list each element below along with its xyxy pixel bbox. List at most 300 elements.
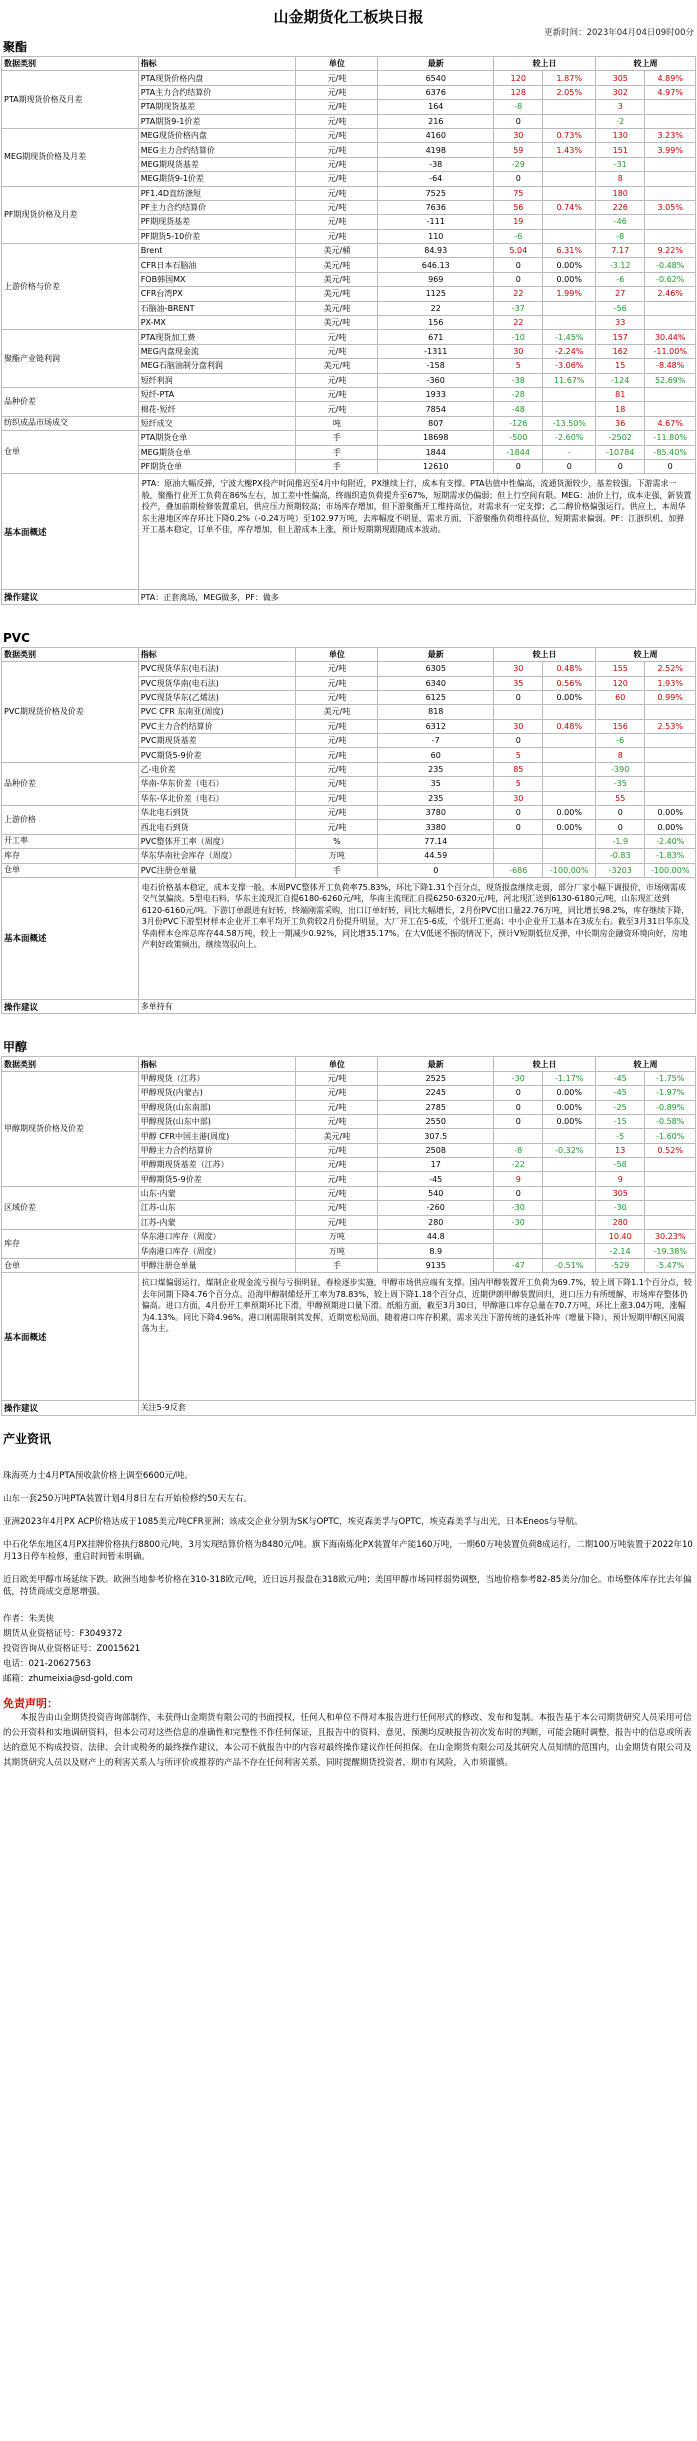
prev-pct-cell [543, 1129, 596, 1143]
latest-cell: 671 [378, 330, 494, 344]
category-cell: 上游价格 [2, 806, 139, 835]
unit-cell: 元/吨 [296, 128, 378, 142]
prev-pct-cell [543, 791, 596, 805]
unit-cell: 元/吨 [296, 1100, 378, 1114]
week-pct-cell [645, 114, 696, 128]
news-item: 近日欧美甲醇市场延续下跌。欧洲当地参考价格在310-318欧元/吨，近日远月报盘在318欧元/吨；美国甲醇市场同样弱势调整，当地价格参考82-85美分/加仑。市场整体库存比去年偏低，持货商成交意愿增强。 [3, 1574, 692, 1597]
prev-pct-cell: -2.24% [543, 344, 596, 358]
data-table [1, 56, 696, 605]
unit-cell: 元/吨 [296, 172, 378, 186]
week-change-cell: -0.83 [596, 849, 645, 863]
unit-cell: 手 [296, 445, 378, 459]
prev-change-cell: 128 [494, 85, 543, 99]
unit-cell: 元/吨 [296, 186, 378, 200]
indicator-cell: PTA期现货基差 [138, 100, 296, 114]
unit-cell: 元/吨 [296, 200, 378, 214]
header-latest: 最新 [378, 57, 494, 71]
week-pct-cell: -19.38% [645, 1244, 696, 1258]
category-cell: 仓单 [2, 431, 139, 474]
indicator-cell: MEG现货价格内盘 [138, 128, 296, 142]
week-pct-cell: -8.48% [645, 359, 696, 373]
prev-pct-cell: -1.17% [543, 1071, 596, 1085]
week-pct-cell [645, 229, 696, 243]
prev-change-cell: -48 [494, 402, 543, 416]
table-row [2, 330, 696, 344]
indicator-cell: 短纤-PTA [138, 387, 296, 401]
week-change-cell: 0 [596, 806, 645, 820]
header-cat: 数据类别 [2, 57, 139, 71]
prev-change-cell [494, 705, 543, 719]
prev-change-cell: 19 [494, 215, 543, 229]
unit-cell: 美元/吨 [296, 287, 378, 301]
unit-cell: 万吨 [296, 1244, 378, 1258]
latest-cell: 6340 [378, 676, 494, 690]
latest-cell: -111 [378, 215, 494, 229]
prev-pct-cell [543, 705, 596, 719]
prev-pct-cell [543, 762, 596, 776]
week-pct-cell: -85.40% [645, 445, 696, 459]
summary-row [2, 877, 696, 999]
prev-pct-cell [543, 734, 596, 748]
unit-cell: 元/吨 [296, 229, 378, 243]
week-pct-cell: -11.00% [645, 344, 696, 358]
week-change-cell: 162 [596, 344, 645, 358]
prev-change-cell: -1844 [494, 445, 543, 459]
header-prev: 较上日 [494, 1057, 596, 1071]
data-table [1, 1056, 696, 1415]
unit-cell: % [296, 834, 378, 848]
week-pct-cell [645, 100, 696, 114]
latest-cell: 969 [378, 272, 494, 286]
week-pct-cell: -2.40% [645, 834, 696, 848]
unit-cell: 元/吨 [296, 791, 378, 805]
indicator-cell: MEG主力合约结算价 [138, 143, 296, 157]
week-pct-cell [645, 402, 696, 416]
indicator-cell: 乙-电价差 [138, 762, 296, 776]
indicator-cell: PTA主力合约结算价 [138, 85, 296, 99]
week-pct-cell: 1.93% [645, 676, 696, 690]
indicator-cell: 华东港口库存（周度） [138, 1230, 296, 1244]
header-ind: 指标 [138, 647, 296, 661]
week-change-cell: -56 [596, 301, 645, 315]
indicator-cell: PVC期现货基差 [138, 734, 296, 748]
latest-cell: 7525 [378, 186, 494, 200]
table-row [2, 662, 696, 676]
table-row [2, 431, 696, 445]
week-change-cell: -10784 [596, 445, 645, 459]
unit-cell: 元/吨 [296, 748, 378, 762]
week-change-cell: 81 [596, 387, 645, 401]
latest-cell: 44.59 [378, 849, 494, 863]
indicator-cell: 甲醇期现货基差（江苏） [138, 1158, 296, 1172]
prev-pct-cell [543, 777, 596, 791]
week-change-cell: -45 [596, 1086, 645, 1100]
unit-cell: 元/吨 [296, 676, 378, 690]
latest-cell: 84.93 [378, 244, 494, 258]
week-pct-cell: -0.89% [645, 1100, 696, 1114]
unit-cell: 元/吨 [296, 1186, 378, 1200]
prev-pct-cell [543, 229, 596, 243]
prev-pct-cell: -0.51% [543, 1258, 596, 1272]
header-week: 较上周 [596, 57, 696, 71]
prev-pct-cell: - [543, 445, 596, 459]
prev-pct-cell: -13.50% [543, 416, 596, 430]
prev-pct-cell: 1.43% [543, 143, 596, 157]
prev-pct-cell [543, 215, 596, 229]
indicator-cell: 甲醇现货(山东南部) [138, 1100, 296, 1114]
table-row [2, 71, 696, 85]
unit-cell: 手 [296, 863, 378, 877]
table-row [2, 849, 696, 863]
advice-text: PTA：正套离场，MEG做多，PF：做多 [138, 590, 695, 604]
latest-cell: -7 [378, 734, 494, 748]
prev-pct-cell [543, 186, 596, 200]
unit-cell: 元/吨 [296, 1086, 378, 1100]
week-pct-cell: -100.00% [645, 863, 696, 877]
unit-cell: 元/吨 [296, 100, 378, 114]
week-change-cell: 305 [596, 71, 645, 85]
unit-cell: 手 [296, 1258, 378, 1272]
unit-cell: 元/吨 [296, 157, 378, 171]
latest-cell: 216 [378, 114, 494, 128]
advice-label: 操作建议 [2, 1401, 139, 1415]
prev-pct-cell [543, 748, 596, 762]
header-week: 较上周 [596, 1057, 696, 1071]
latest-cell: 164 [378, 100, 494, 114]
week-change-cell: 8 [596, 172, 645, 186]
prev-change-cell: -29 [494, 157, 543, 171]
latest-cell: 7854 [378, 402, 494, 416]
header-ind: 指标 [138, 57, 296, 71]
week-pct-cell [645, 215, 696, 229]
prev-change-cell: -38 [494, 373, 543, 387]
week-change-cell: -30 [596, 1201, 645, 1215]
week-pct-cell: -0.62% [645, 272, 696, 286]
news-item: 珠海英力士4月PTA预收款价格上调至6600元/吨。 [3, 1470, 193, 1481]
week-change-cell: 3 [596, 100, 645, 114]
latest-cell: -360 [378, 373, 494, 387]
week-pct-cell [645, 734, 696, 748]
latest-cell: 17 [378, 1158, 494, 1172]
week-change-cell: -25 [596, 1100, 645, 1114]
latest-cell: 2245 [378, 1086, 494, 1100]
week-change-cell: -529 [596, 1258, 645, 1272]
disclaimer-title: 免责声明： [3, 1696, 58, 1710]
prev-pct-cell: -2.60% [543, 431, 596, 445]
prev-pct-cell: 0.00% [543, 258, 596, 272]
prev-pct-cell: 1.87% [543, 71, 596, 85]
week-change-cell: 60 [596, 690, 645, 704]
unit-cell: 元/吨 [296, 330, 378, 344]
prev-change-cell: 30 [494, 128, 543, 142]
indicator-cell: 甲醇期货5-9价差 [138, 1172, 296, 1186]
week-change-cell: 226 [596, 200, 645, 214]
indicator-cell: 甲醇现货(山东中部) [138, 1114, 296, 1128]
indicator-cell: PTA期货仓单 [138, 431, 296, 445]
unit-cell: 元/吨 [296, 1114, 378, 1128]
unit-cell: 元/吨 [296, 373, 378, 387]
prev-pct-cell [543, 316, 596, 330]
summary-label: 基本面概述 [2, 1273, 139, 1401]
summary-label: 基本面概述 [2, 877, 139, 999]
prev-change-cell: 35 [494, 676, 543, 690]
header-unit: 单位 [296, 1057, 378, 1071]
unit-cell: 元/吨 [296, 719, 378, 733]
week-change-cell: -31 [596, 157, 645, 171]
week-change-cell: 7.17 [596, 244, 645, 258]
latest-cell: 9135 [378, 1258, 494, 1272]
indicator-cell: PVC现货华南(电石法) [138, 676, 296, 690]
news-item: 中石化华东地区4月PX挂牌价格执行8800元/吨，3月实现结算价格为8480元/吨。旗下海南炼化PX装置年产能160万吨，一期60万吨装置负荷8成运行，二期100万吨装置于2022年10月13日停车检修，重启时间暂未明确。 [3, 1539, 693, 1562]
indicator-cell: 华东-华北价差（电石） [138, 791, 296, 805]
week-change-cell: -2502 [596, 431, 645, 445]
latest-cell: -45 [378, 1172, 494, 1186]
week-change-cell: 157 [596, 330, 645, 344]
table-header-row [2, 647, 696, 661]
prev-change-cell: 0 [494, 820, 543, 834]
latest-cell: 235 [378, 762, 494, 776]
unit-cell: 元/吨 [296, 1143, 378, 1157]
indicator-cell: MEG期货9-1价差 [138, 172, 296, 186]
week-change-cell: -8 [596, 229, 645, 243]
unit-cell: 元/吨 [296, 1172, 378, 1186]
indicator-cell: 石脑油-BRENT [138, 301, 296, 315]
latest-cell: 6125 [378, 690, 494, 704]
latest-cell: 540 [378, 1186, 494, 1200]
week-pct-cell: 3.23% [645, 128, 696, 142]
category-cell: PTA期现货价格及月差 [2, 71, 139, 129]
indicator-cell: PF期货仓单 [138, 459, 296, 473]
update-time: 更新时间：2023年04月04日09时00分 [544, 28, 694, 38]
indicator-cell: MEG石脑油制分盘利润 [138, 359, 296, 373]
prev-pct-cell [543, 301, 596, 315]
prev-change-cell: 0 [494, 258, 543, 272]
unit-cell: 元/吨 [296, 387, 378, 401]
latest-cell: 807 [378, 416, 494, 430]
prev-change-cell: -8 [494, 100, 543, 114]
week-pct-cell: -0.58% [645, 1114, 696, 1128]
week-pct-cell: 9.22% [645, 244, 696, 258]
prev-change-cell: 0 [494, 690, 543, 704]
table-row [2, 1071, 696, 1085]
prev-pct-cell: 0.00% [543, 690, 596, 704]
prev-change-cell: 30 [494, 344, 543, 358]
prev-pct-cell [543, 1215, 596, 1229]
unit-cell: 美元/吨 [296, 301, 378, 315]
prev-change-cell: 0 [494, 272, 543, 286]
indicator-cell: CFR台湾PX [138, 287, 296, 301]
latest-cell: 22 [378, 301, 494, 315]
prev-pct-cell [543, 1186, 596, 1200]
week-pct-cell [645, 748, 696, 762]
prev-pct-cell [543, 387, 596, 401]
header-unit: 单位 [296, 57, 378, 71]
table-row [2, 387, 696, 401]
prev-change-cell: 5 [494, 748, 543, 762]
unit-cell: 元/吨 [296, 215, 378, 229]
week-change-cell: -2.14 [596, 1244, 645, 1258]
prev-pct-cell: 2.05% [543, 85, 596, 99]
prev-change-cell: 85 [494, 762, 543, 776]
week-change-cell: 155 [596, 662, 645, 676]
category-cell: 纺织成品市场成交 [2, 416, 139, 430]
category-cell: 库存 [2, 849, 139, 863]
header-cat: 数据类别 [2, 647, 139, 661]
section-pta [1, 38, 696, 605]
week-change-cell: 27 [596, 287, 645, 301]
prev-change-cell [494, 834, 543, 848]
week-pct-cell: 0.00% [645, 820, 696, 834]
prev-pct-cell: -100.00% [543, 863, 596, 877]
prev-change-cell: -10 [494, 330, 543, 344]
disclaimer-text: 本报告由山金期货投资咨询部制作，未获得山金期货有限公司的书面授权，任何人和单位不得对本报告进行任何形式的修改、发布和复制。本报告基于本公司期货研究人员采用可信的公开资料和实地调研资料，但本公司对这些信息的准确性和完整性不作任何保证，且报告中的资料、意见、预测均反映报告初次发布时的判断，可能会随时调整，报告中的信息或所表达的意见不构成投资、法律、会计或税务的最终操作建议，本公司不就报告中的内容对最终操作建议作任何担保。在山金期货有限公司及其研究人员知情的范围内，山金期货有限公司及其期货研究人员以及财产上的利害关系人与所评价或推荐的产品不存在任何利害关系，同时提醒期货投资者，期市有风险，入市须谨慎。 [3, 1712, 692, 1768]
summary-row [2, 474, 696, 590]
unit-cell: 元/吨 [296, 85, 378, 99]
prev-pct-cell: 0.56% [543, 676, 596, 690]
latest-cell: 3780 [378, 806, 494, 820]
prev-change-cell: 56 [494, 200, 543, 214]
table-row [2, 1258, 696, 1272]
category-cell: 上游价格与价差 [2, 244, 139, 330]
indicator-cell: 短纤成交 [138, 416, 296, 430]
category-cell: 品种价差 [2, 762, 139, 805]
news-item: 亚洲2023年4月PX ACP价格达成于1085美元/吨CFR亚洲；该成交企业分别为SK与OPTC，埃克森美孚与OPTC，埃克森美孚与出光，日本Eneos与导航。 [3, 1516, 583, 1527]
prev-pct-cell [543, 100, 596, 114]
week-change-cell: 0 [596, 820, 645, 834]
week-pct-cell: 4.97% [645, 85, 696, 99]
week-pct-cell [645, 777, 696, 791]
prev-change-cell: -37 [494, 301, 543, 315]
prev-pct-cell: -0.32% [543, 1143, 596, 1157]
indicator-cell: 江苏-内蒙 [138, 1215, 296, 1229]
indicator-cell: 西北电石到货 [138, 820, 296, 834]
week-pct-cell: -1.97% [645, 1086, 696, 1100]
indicator-cell: 华北电石到货 [138, 806, 296, 820]
prev-change-cell: 120 [494, 71, 543, 85]
prev-change-cell: 0 [494, 459, 543, 473]
week-change-cell: -15 [596, 1114, 645, 1128]
latest-cell: 6376 [378, 85, 494, 99]
latest-cell: -64 [378, 172, 494, 186]
week-pct-cell: 2.46% [645, 287, 696, 301]
indicator-cell: 甲醇主力合约结算价 [138, 1143, 296, 1157]
prev-pct-cell [543, 1172, 596, 1186]
prev-change-cell: 30 [494, 791, 543, 805]
week-change-cell: -5 [596, 1129, 645, 1143]
prev-pct-cell: 0.00% [543, 1114, 596, 1128]
week-change-cell [596, 705, 645, 719]
indicator-cell: 甲醇 CFR中国主港(周度) [138, 1129, 296, 1143]
unit-cell: 美元/吨 [296, 705, 378, 719]
unit-cell: 元/吨 [296, 806, 378, 820]
week-change-cell: 180 [596, 186, 645, 200]
week-pct-cell: 30.44% [645, 330, 696, 344]
table-row [2, 806, 696, 820]
prev-pct-cell: 11.67% [543, 373, 596, 387]
week-change-cell: -45 [596, 1071, 645, 1085]
unit-cell: 元/吨 [296, 777, 378, 791]
prev-pct-cell [543, 834, 596, 848]
news-list [1, 1470, 696, 1598]
category-cell: 聚酯产业链利润 [2, 330, 139, 388]
summary-row [2, 1273, 696, 1401]
advice-row [2, 999, 696, 1013]
table-row [2, 834, 696, 848]
latest-cell: 60 [378, 748, 494, 762]
latest-cell: 8.9 [378, 1244, 494, 1258]
prev-pct-cell [543, 1244, 596, 1258]
unit-cell: 美元/吨 [296, 316, 378, 330]
latest-cell: 3380 [378, 820, 494, 834]
latest-cell: 44.8 [378, 1230, 494, 1244]
prev-pct-cell [543, 1201, 596, 1215]
unit-cell: 手 [296, 431, 378, 445]
unit-cell: 手 [296, 459, 378, 473]
prev-change-cell: 5.04 [494, 244, 543, 258]
week-pct-cell: 3.05% [645, 200, 696, 214]
header-prev: 较上日 [494, 647, 596, 661]
week-pct-cell [645, 157, 696, 171]
week-change-cell: 305 [596, 1186, 645, 1200]
week-change-cell: 156 [596, 719, 645, 733]
latest-cell: -260 [378, 1201, 494, 1215]
latest-cell: 307.5 [378, 1129, 494, 1143]
indicator-cell: 华南港口库存（周度） [138, 1244, 296, 1258]
category-cell: 甲醇期现货价格及价差 [2, 1071, 139, 1186]
prev-change-cell: -126 [494, 416, 543, 430]
summary-text: PTA：原油大幅反弹，宁波大榭PX投产时间推迟至4月中旬附近，PX继续上行，成本有支撑。PTA估值中性偏高，流通货源较少，基差较强。下游需求一般，聚酯行业开工负荷在86%左右，加工差中性偏高，终端织造负荷提升至67%，短期需求仍偏弱；但上行空间有限。MEG：油价上行，成本走强，新装置投产，叠加前期检修装置重启，供应压力预期较高；市场库存增加，但下游聚酯开工维持高位，对需求有一定支撑；乙二醇价格偏强运行。供应上，本周华东主港地区库存环比下降0.2%（-0.24万吨）至102.97万吨，去库幅度不明显，需求方面，下游聚酯负荷维持高位，短期需求偏弱。PF：江浙织机、加弹开工基本稳定，订单不佳，库存增加，但上游成本上涨，预计短期期现跟随成本波动。 [138, 474, 695, 590]
week-pct-cell [645, 387, 696, 401]
news-title: 产业资讯 [3, 1431, 52, 1446]
indicator-cell: MEG期现货基差 [138, 157, 296, 171]
prev-pct-cell: 0.73% [543, 128, 596, 142]
latest-cell: 18698 [378, 431, 494, 445]
indicator-cell: 甲醇现货(内蒙古) [138, 1086, 296, 1100]
indicator-cell: PVC现货华东(乙烯法) [138, 690, 296, 704]
summary-label: 基本面概述 [2, 474, 139, 590]
indicator-cell: MEG内盘现金流 [138, 344, 296, 358]
week-change-cell: 18 [596, 402, 645, 416]
latest-cell: -1311 [378, 344, 494, 358]
unit-cell: 元/吨 [296, 690, 378, 704]
section-title: 甲醇 [3, 1040, 28, 1055]
prev-change-cell: -47 [494, 1258, 543, 1272]
header-latest: 最新 [378, 1057, 494, 1071]
section-title: PVC [3, 630, 30, 645]
prev-pct-cell: -1.45% [543, 330, 596, 344]
week-change-cell: -6 [596, 272, 645, 286]
prev-change-cell: -8 [494, 1143, 543, 1157]
indicator-cell: PVC注册仓单量 [138, 863, 296, 877]
indicator-cell: PTA现货价格内盘 [138, 71, 296, 85]
week-pct-cell: 2.52% [645, 662, 696, 676]
prev-change-cell: 22 [494, 287, 543, 301]
indicator-cell: PVC主力合约结算价 [138, 719, 296, 733]
week-change-cell: -2 [596, 114, 645, 128]
advice-row [2, 1401, 696, 1415]
contact-line: 作者：朱美侠 [3, 1613, 55, 1624]
prev-change-cell: -30 [494, 1071, 543, 1085]
prev-change-cell [494, 1129, 543, 1143]
prev-change-cell: -28 [494, 387, 543, 401]
week-pct-cell [645, 1201, 696, 1215]
unit-cell: 元/吨 [296, 762, 378, 776]
prev-change-cell: 0 [494, 114, 543, 128]
latest-cell: 2525 [378, 1071, 494, 1085]
category-cell: 区域价差 [2, 1186, 139, 1229]
week-change-cell: 9 [596, 1172, 645, 1186]
latest-cell: 77.14 [378, 834, 494, 848]
